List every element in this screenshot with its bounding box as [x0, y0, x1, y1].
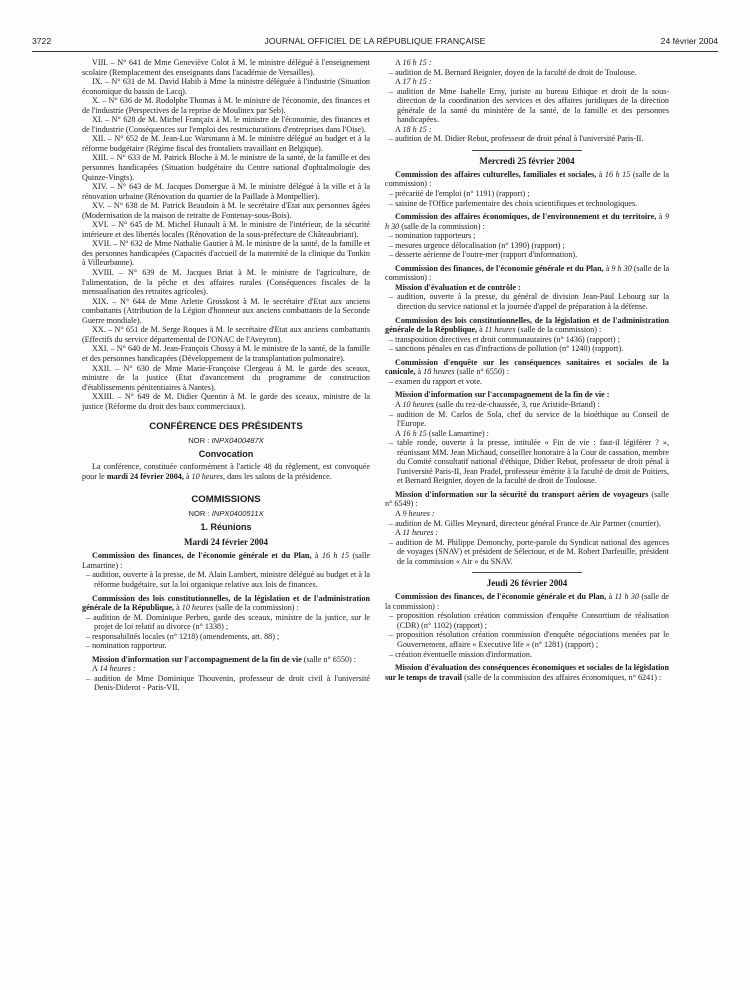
- commission-heading: Commission des finances, de l'économie générale et du Plan, à 11 h 30 (salle de la commission) :: [385, 592, 670, 611]
- right-column: [385, 58, 669, 682]
- session-time: A 17 h 15 :: [395, 77, 432, 87]
- agenda-item: – mesures urgence délocalisation (n° 1390) (rapport) ;: [389, 240, 565, 250]
- session-time: A 14 heures :: [92, 664, 136, 674]
- convocation-heading: Convocation: [198, 449, 254, 460]
- agenda-item: – création éventuelle mission d'information.: [389, 649, 532, 659]
- agenda-item: – audition, ouverte à la presse, de M. Alain Lambert, ministre délégué au budget et à la réforme budgétaire, sur la loi organique relative aux lois de finances.: [86, 570, 370, 589]
- agenda-item: – audition, ouverte à la presse, du général de division Jean-Paul Lebourg sur la direction du service national et la journée d'appel de préparation à la défense.: [389, 292, 669, 312]
- agenda-item: – desserte aérienne de l'outre-mer (rapport d'information).: [389, 250, 578, 260]
- convocation-text: La conférence, constituée conformément à l'article 48 du règlement, est convoquée pour le mardi 24 février 2004, à 10 heures, dans les salons de la présidence.: [82, 462, 370, 481]
- day-heading: Mardi 24 février 2004: [183, 537, 269, 548]
- conference-heading: CONFÉRENCE DES PRÉSIDENTS: [149, 421, 303, 433]
- question-item: XIV. – N° 643 de M. Jacques Domergue à M. le ministre délégué à la ville et à la rénovation urbaine (Rénovation du quartier de la Paillade à Montpellier).: [82, 182, 370, 201]
- question-item: X. – N° 636 de M. Rodolphe Thomas à M. le ministre de l'économie, des finances et de l'industrie (Perspectives de la reprise de Moulinex par Seb).: [82, 96, 370, 115]
- left-column: [82, 58, 370, 693]
- question-item: XV. – N° 638 de M. Patrick Beaudoin à M. le secrétaire d'Etat aux personnes âgées (Modernisation de la maison de retraite de Fontenay-sous-Bois).: [82, 201, 370, 220]
- question-item: XVII. – N° 632 de Mme Nathalie Gautier à M. le ministre de la santé, de la famille et des personnes handicapées (Capacités d'accueil de la maternité de la clinique du Tonkin à Villeurbanne).: [82, 239, 370, 268]
- question-item: XVI. – N° 645 de M. Michel Hunault à M. le ministre de l'intérieur, de la sécurité intérieure et des libertés locales (Rénovation de la sous-préfecture de Châteaubriant).: [82, 220, 370, 239]
- commission-heading: Commission des affaires culturelles, familiales et sociales, à 16 h 15 (salle de la commission) :: [385, 169, 670, 189]
- agenda-item: – nomination rapporteur.: [86, 641, 167, 651]
- agenda-item: – sanctions pénales en cas d'infractions de pollution (n° 1240) (rapport).: [389, 344, 624, 354]
- commissions-nor: NOR : INPX0400511X: [188, 509, 264, 519]
- question-item: IX. – N° 631 de M. David Habib à Mme la ministre déléguée à l'industrie (Situation économique du bassin de Lacq).: [82, 77, 370, 96]
- agenda-item: – nomination rapporteurs ;: [389, 231, 476, 241]
- agenda-item: – examen du rapport et vote.: [389, 376, 482, 386]
- agenda-item: – audition de M. Dominique Perben, garde des sceaux, ministre de la justice, sur le projet de loi relatif au divorce (n° 1338) ;: [86, 612, 370, 632]
- agenda-item: – audition de Mme Isabelle Erny, juriste au bureau Ethique et droit de la sous-direction de la coordination des services et des affaires juridiques de la direction générale de la santé du ministère de la santé, de la famille et des personnes handicapées.: [389, 86, 669, 125]
- question-item: XVIII. – N° 639 de M. Jacques Briat à M. le ministre de l'agriculture, de l'alimentation, de la pêche et des affaires rurales (Conséquences fiscales de la mensualisation des retraites agricoles).: [82, 268, 370, 297]
- commissions-heading: COMMISSIONS: [191, 494, 261, 506]
- mission-heading: Mission d'évaluation et de contrôle :: [395, 282, 521, 292]
- session-time: A 9 heures :: [395, 508, 435, 518]
- agenda-item: – responsabilités locales (n° 1218) (amendements, art. 88) ;: [86, 631, 280, 641]
- section-divider: [472, 572, 582, 573]
- journal-title: JOURNAL OFFICIEL DE LA RÉPUBLIQUE FRANÇAISE: [264, 36, 486, 46]
- question-item: XIII. – N° 633 de M. Patrick Bloche à M. le ministre de la santé, de la famille et des personnes handicapées (Situation budgétaire du Centre national d'ophtalmologie des Quinze-Vingts).: [82, 153, 370, 182]
- question-list: [82, 58, 370, 411]
- agenda-item: – audition de M. Didier Rebut, professeur de droit pénal à l'université Paris-II.: [389, 134, 644, 144]
- session-time: A 16 h 15 (salle Lamartine) :: [395, 428, 489, 438]
- commission-heading: Mission d'information sur la sécurité du transport aérien de voyageurs (salle n° 6549) :: [385, 489, 669, 509]
- reunions-heading: 1. Réunions: [200, 522, 252, 533]
- question-item: XII. – N° 652 de M. Jean-Luc Warsmann à M. le ministre délégué au budget et à la réforme budgétaire (Régime fiscal des frontaliers travaillant en Belgique).: [82, 134, 370, 153]
- agenda-item: – audition de M. Gilles Meynard, directeur général France de Air Partner (courtier).: [389, 518, 661, 528]
- commission-heading: Commission d'enquête sur les conséquences sanitaires et sociales de la canicule, à 18 heures (salle n° 6550) :: [385, 357, 669, 377]
- session-time: A 10 heures (salle du rez-de-chaussée, 3, rue Aristide-Briand) :: [395, 399, 600, 409]
- session-time: A 11 heures :: [395, 528, 439, 538]
- commission-heading: Mission d'information sur l'accompagnement de la fin de vie :: [395, 390, 610, 400]
- question-item: XXII. – N° 630 de Mme Marie-Françoise Clergeau à M. le garde des sceaux, ministre de la justice (Etat d'avancement du programme de construction d'établissements pénitentiaires à Nantes).: [82, 363, 370, 392]
- question-item: XXI. – N° 640 de M. Jean-François Chossy à M. le ministre de la santé, de la famille et des personnes handicapées (Développement de la transplantation pulmonaire).: [82, 344, 370, 363]
- commission-heading: Commission des affaires économiques, de l'environnement et du territoire, à 9 h 30 (salle de la commission) :: [385, 212, 669, 231]
- commission-heading: Commission des finances, de l'économie générale et du Plan, à 16 h 15 (salle Lamartine) :: [82, 551, 371, 570]
- session-time: A 18 h 15 :: [395, 124, 432, 134]
- question-item: XIX. – N° 644 de Mme Arlette Grosskost à M. le secrétaire d'Etat aux anciens combattants (Attribution de la Légion d'honneur aux anciens combattants de la Seconde Guerre mondiale).: [82, 296, 370, 325]
- running-header: [32, 36, 718, 50]
- header-rule: [32, 51, 718, 52]
- question-item: XI. – N° 628 de M. Michel Françaix à M. le ministre de l'économie, des finances et de l'industrie (Conséquences sur l'emploi des restructurations d'entreprises dans l'Oise).: [82, 115, 370, 134]
- conference-nor: NOR : INPX0400487X: [188, 436, 264, 446]
- commission-heading: Commission des lois constitutionnelles, de la législation et de l'administration générale de la République, à 11 heures (salle de la commission) :: [385, 315, 669, 335]
- question-item: XXIII. – N° 649 de M. Didier Quentin à M. le garde des sceaux, ministre de la justice (Réforme du droit des baux commerciaux).: [82, 392, 370, 411]
- header-date: 24 février 2004: [660, 36, 718, 46]
- question-item: XX. – N° 651 de M. Serge Roques à M. le secrétaire d'Etat aux anciens combattants (Effectifs du service départemental de l'ONAC de l'Aveyron).: [82, 325, 370, 344]
- commission-heading: Mission d'information sur l'accompagnement de la fin de vie (salle n° 6550) :: [92, 654, 356, 664]
- agenda-item: – audition de M. Carlos de Sola, chef du service de la bioéthique au Conseil de l'Europe.: [389, 409, 669, 429]
- agenda-item: – audition de M. Philippe Demonchy, porte-parole du Syndicat national des agences de voyages (SNAV) et président de Sélectour, et de M. Robert Darfeuille, président de la commission « Air » du SNAV.: [389, 537, 669, 566]
- day-heading: Jeudi 26 février 2004: [486, 578, 568, 589]
- agenda-item: – proposition résolution création commission d'enquête Consortium de réalisation (CDR) (n° 1102) (rapport) ;: [389, 611, 669, 630]
- commission-heading: Mission d'évaluation des conséquences économiques et sociales de la législation sur le temps de travail (salle de la commission des affaires économiques, n° 6241) :: [385, 663, 669, 682]
- agenda-item: – audition de M. Bernard Beignier, doyen de la faculté de droit de Toulouse.: [389, 67, 637, 77]
- agenda-item: – table ronde, ouverte à la presse, intitulée « Fin de vie : faut-il légiférer ? », réunissant MM. Jean Michaud, conseiller honoraire à la Cour de cassation, membre du Comité consultatif national d'éthique, Didier Rebut, professeur de droit pénal à l'université Paris-II, Jean Pradel, professeur émérite à la faculté de droit de Poitiers, et Bernard Beignier, doyen de la faculté de droit de Toulouse.: [389, 438, 669, 486]
- day-heading: Mercredi 25 février 2004: [479, 155, 575, 166]
- agenda-item: – transposition directives et droit communautaires (n° 1436) (rapport) ;: [389, 334, 620, 344]
- agenda-item: – proposition résolution création commission d'enquête négociations menées par le Gouvernement, affaire « Executive life » (n° 1281) (rapport) ;: [389, 630, 669, 649]
- question-item: VIII. – N° 641 de Mme Geneviève Colot à M. le ministre délégué à l'enseignement scolaire (Remplacement des enseignants dans l'académie de Versailles).: [82, 58, 370, 77]
- session-time: A 16 h 15 :: [395, 58, 432, 67]
- page-number: 3722: [32, 36, 52, 46]
- agenda-item: – saisine de l'Office parlementaire des choix scientifiques et technologiques.: [389, 198, 638, 208]
- commission-heading: Commission des lois constitutionnelles, de la législation et de l'administration générale de la République, à 10 heures (salle de la commission) :: [82, 593, 370, 613]
- commission-heading: Commission des finances, de l'économie générale et du Plan, à 9 h 30 (salle de la commission) :: [385, 263, 670, 283]
- section-divider: [472, 150, 582, 151]
- agenda-item: – précarité de l'emploi (n° 1191) (rapport) ;: [389, 189, 530, 199]
- agenda-item: – audition de Mme Dominique Thouvenin, professeur de droit civil à l'université Denis-Diderot - Paris-VII.: [86, 673, 370, 693]
